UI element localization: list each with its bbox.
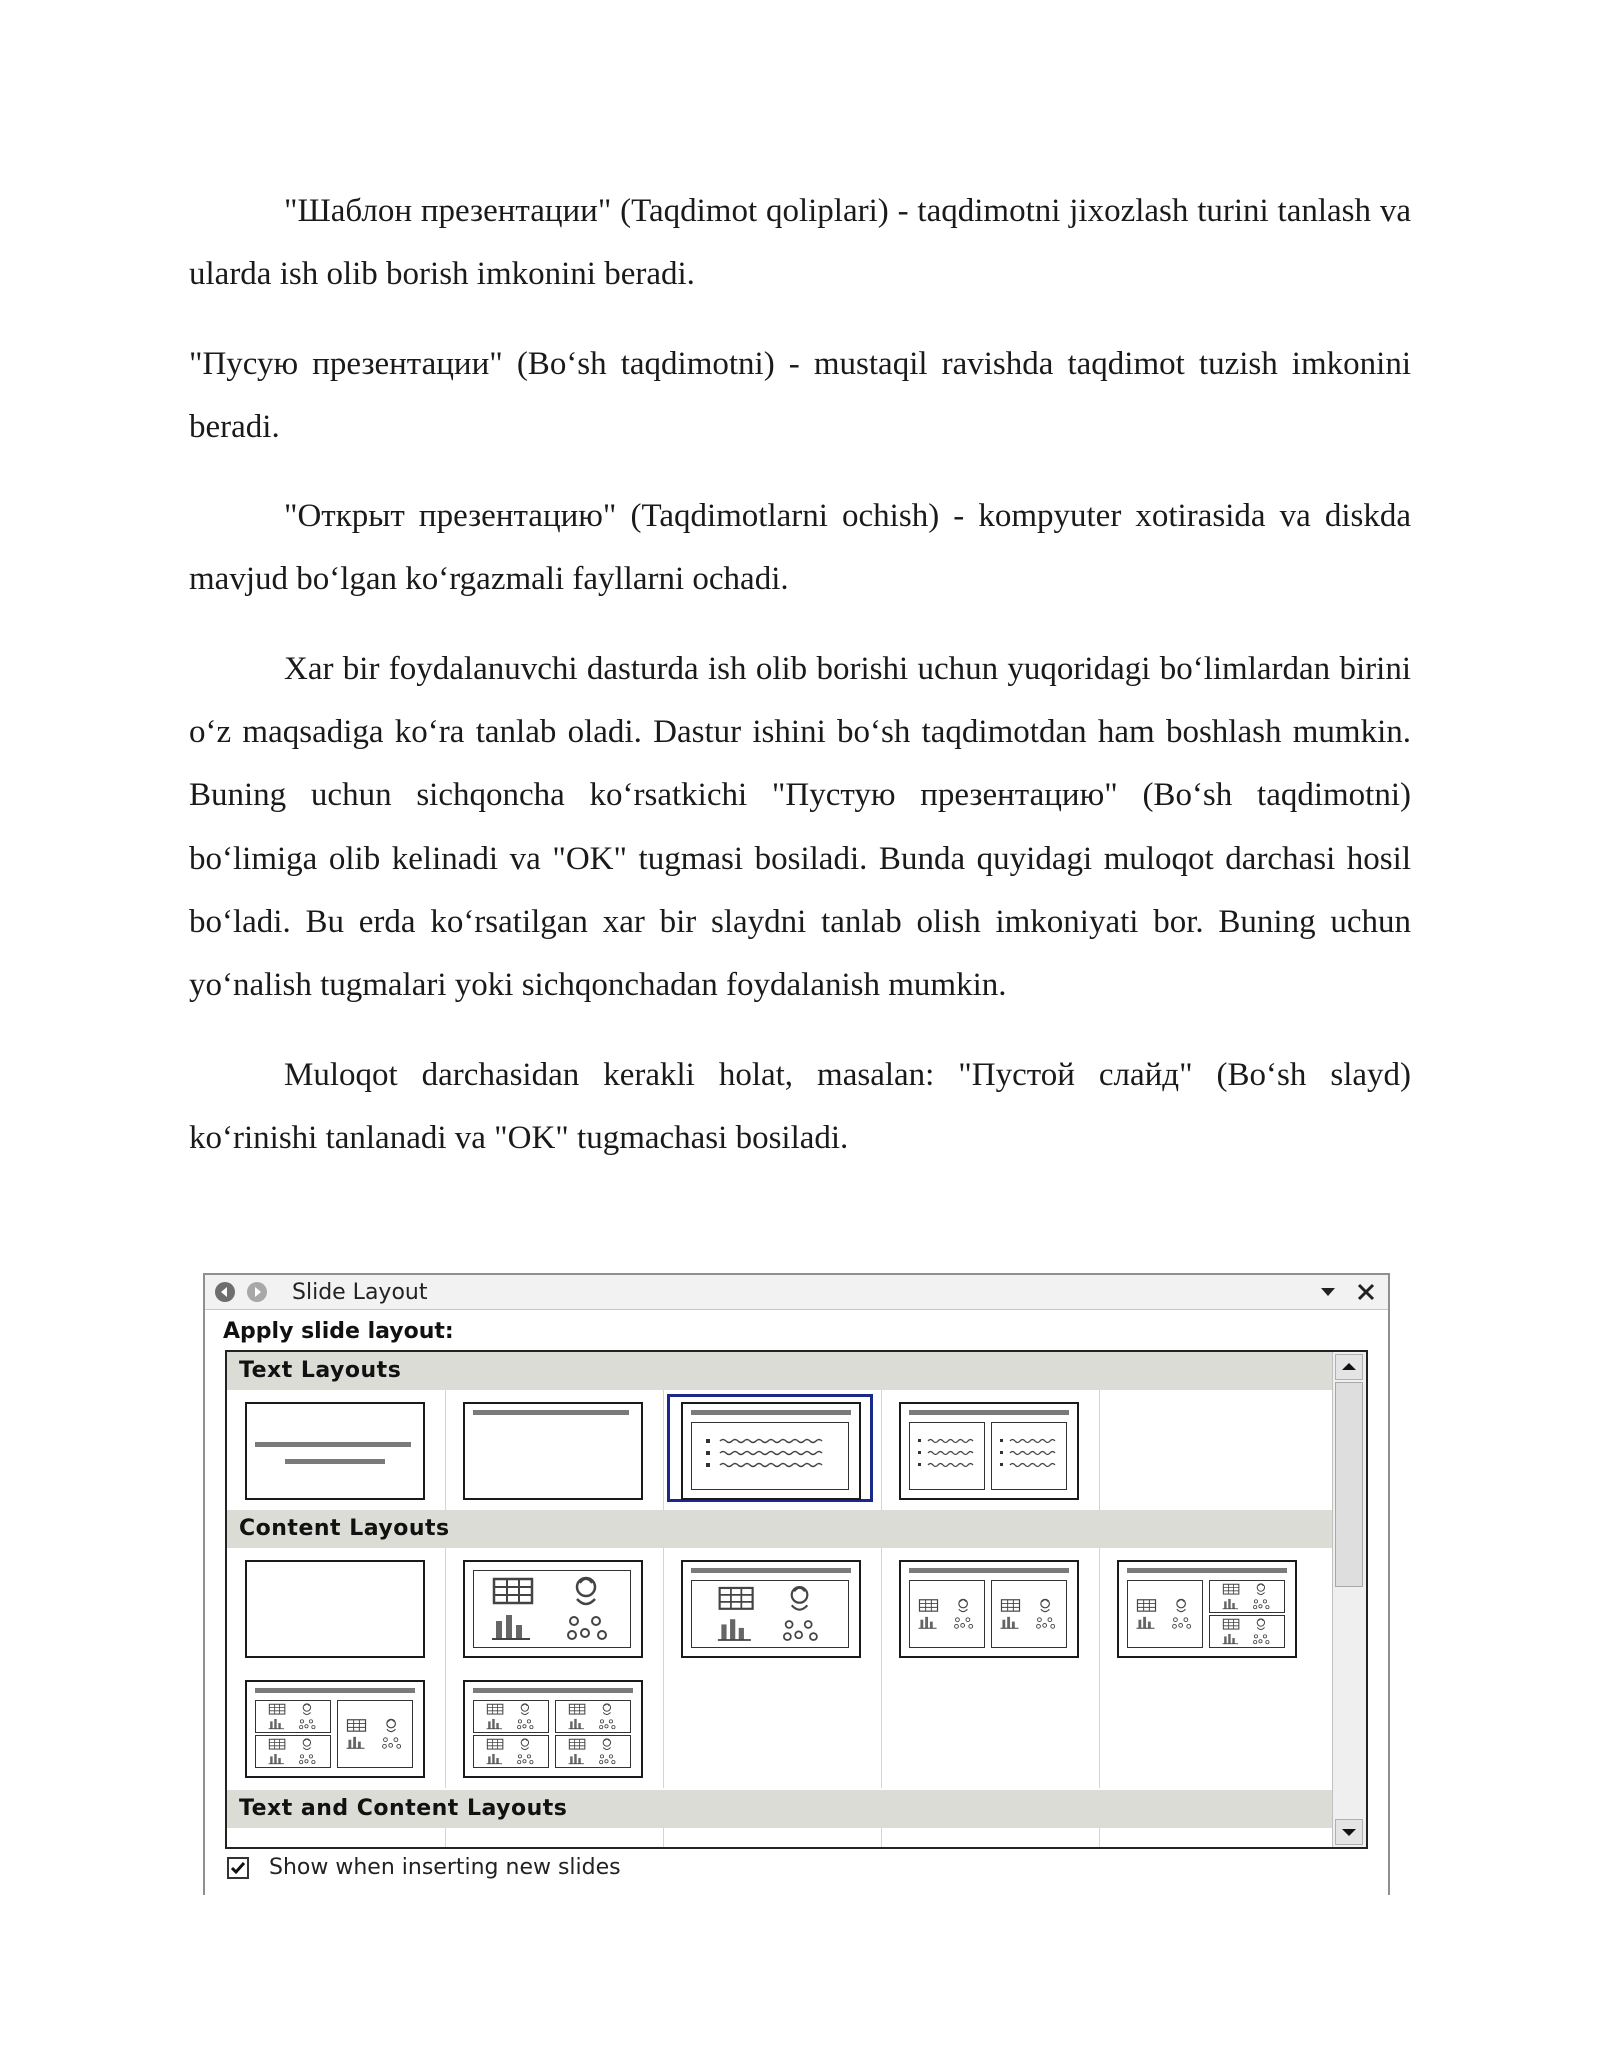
- layout-title-slide[interactable]: [227, 1390, 446, 1510]
- layout-title-two-content-and-content[interactable]: [227, 1668, 446, 1788]
- chart-icon: [569, 1719, 585, 1729]
- chart-icon: [1001, 1617, 1019, 1628]
- layout-title-only[interactable]: [445, 1390, 664, 1510]
- chart-icon: [347, 1737, 365, 1748]
- scroll-down-arrow-icon[interactable]: [1335, 1819, 1363, 1845]
- paragraph-user-choice: Xar bir foydalanuvchi dasturda ish olib borishi uchun yuqoridagi bo‘limlardan birini o‘z maqsadiga ko‘ra tanlab oladi. Dastur ishini bo‘sh taqdimotdan ham boshlash mumkin. Buning uchun sichqoncha ko‘rsatkichi "Пустую презентацию" (Bo‘sh taqdimotni) bo‘limiga olib kelinadi va "OK" tugmasi bosiladi. Bunda quyidagi muloqot darchasi hosil bo‘ladi. Bu erda ko‘rsatilgan xar bir slaydni tanlab olish imkoniyati bor. Buning uchun yo‘nalish tugmalari yoki sichqonchadan foydalanish mumkin.: [189, 650, 1411, 1004]
- table-icon: [269, 1704, 285, 1714]
- paragraph-template: "Шаблон презентации" (Taqdimot qoliplari) - taqdimotni jixozlash turini tanlash va ularda ish olib borish imkonini beradi.: [189, 193, 1411, 293]
- layout-thumbnail: [245, 1680, 425, 1778]
- clip-art-icon: [1257, 1619, 1264, 1630]
- layout-thumbnail: [463, 1402, 643, 1500]
- table-icon: [487, 1739, 503, 1749]
- diagram-icon: [784, 1621, 817, 1640]
- table-icon: [1001, 1600, 1019, 1611]
- layout-empty-cell: [881, 1668, 1100, 1788]
- clip-art-icon: [1041, 1599, 1050, 1611]
- clip-art-icon: [792, 1587, 808, 1610]
- diagram-icon: [300, 1755, 316, 1764]
- diagram-icon: [1037, 1618, 1055, 1628]
- paragraph-dialog-select: Muloqot darchasidan kerakli holat, masalan: "Пустой слайд" (Bo‘sh slayd) ko‘rinishi tanlanadi va "OK" tugmachasi bosiladi.: [189, 1056, 1411, 1156]
- table-icon: [494, 1579, 532, 1603]
- close-icon[interactable]: [1354, 1280, 1378, 1304]
- layout-row-partial: [663, 1828, 882, 1847]
- diagram-icon: [600, 1720, 616, 1729]
- show-when-inserting-checkbox[interactable]: [227, 1857, 249, 1879]
- clip-art-icon: [603, 1739, 610, 1750]
- layout-thumbnail: [463, 1680, 643, 1778]
- clip-art-icon: [1177, 1599, 1186, 1611]
- show-when-inserting-label: Show when inserting new slides: [269, 1855, 621, 1880]
- diagram-icon: [1173, 1618, 1191, 1628]
- layout-thumbnail: [681, 1402, 861, 1500]
- layout-thumbnail: [463, 1560, 643, 1658]
- clip-art-icon: [521, 1739, 528, 1750]
- layout-title-and-text[interactable]: [663, 1390, 882, 1510]
- chart-icon: [1137, 1617, 1155, 1628]
- layout-row-partial: [881, 1828, 1100, 1847]
- diagram-icon: [568, 1617, 606, 1639]
- layout-title-and-four-content[interactable]: [445, 1668, 664, 1788]
- paragraph-open-presentation: "Открыт презентацию" (Taqdimotlarni ochish) - kompyuter xotirasida va diskda mavjud bo‘lgan ko‘rgazmali fayllarni ochadi.: [189, 498, 1411, 598]
- layout-thumbnail: [681, 1560, 861, 1658]
- diagram-icon: [600, 1755, 616, 1764]
- table-icon: [1137, 1600, 1155, 1611]
- table-icon: [569, 1739, 585, 1749]
- layout-row-partial: [227, 1828, 446, 1847]
- section-header-content-layouts: Content Layouts: [227, 1510, 1333, 1548]
- table-icon: [1223, 1584, 1239, 1594]
- layout-empty-cell: [1099, 1668, 1317, 1788]
- paragraph-blank-presentation: "Пусую презентации" (Bo‘sh taqdimotni) - mustaqil ravishda taqdimot tuzish imkonini beradi.: [189, 345, 1411, 445]
- diagram-icon: [1254, 1635, 1270, 1644]
- vertical-scrollbar[interactable]: [1332, 1352, 1366, 1847]
- clip-art-icon: [303, 1739, 310, 1750]
- back-arrow-icon[interactable]: [213, 1280, 237, 1304]
- table-icon: [569, 1704, 585, 1714]
- layout-title-and-two-column-text[interactable]: [881, 1390, 1100, 1510]
- diagram-icon: [518, 1755, 534, 1764]
- section-header-text-and-content-layouts: Text and Content Layouts: [227, 1790, 1333, 1828]
- layout-content[interactable]: [445, 1548, 664, 1668]
- chart-icon: [269, 1754, 285, 1764]
- scrollbar-thumb[interactable]: [1335, 1382, 1363, 1587]
- slide-layout-pane: [203, 1273, 1390, 1895]
- pane-menu-dropdown-icon[interactable]: [1316, 1280, 1340, 1304]
- chart-icon: [487, 1719, 503, 1729]
- scroll-up-arrow-icon[interactable]: [1335, 1354, 1363, 1380]
- layout-thumbnail: [245, 1560, 425, 1658]
- forward-arrow-icon[interactable]: [245, 1280, 269, 1304]
- layout-thumbnail: [899, 1402, 1079, 1500]
- table-icon: [269, 1739, 285, 1749]
- table-icon: [720, 1588, 753, 1609]
- layout-title-and-two-content[interactable]: [881, 1548, 1100, 1668]
- layout-row-partial: [445, 1828, 664, 1847]
- diagram-icon: [300, 1720, 316, 1729]
- table-icon: [347, 1720, 365, 1731]
- pane-title-bar: [205, 1275, 1388, 1310]
- chart-icon: [487, 1754, 503, 1764]
- section-header-text-layouts: Text Layouts: [227, 1352, 1333, 1390]
- clip-art-icon: [303, 1704, 310, 1715]
- clip-art-icon: [521, 1704, 528, 1715]
- layout-list: [225, 1350, 1368, 1849]
- document-body: [189, 180, 1411, 1196]
- table-icon: [1223, 1619, 1239, 1629]
- chart-icon: [1223, 1634, 1239, 1644]
- pane-title: Slide Layout: [292, 1280, 428, 1305]
- clip-art-icon: [603, 1704, 610, 1715]
- table-icon: [919, 1600, 937, 1611]
- clip-art-icon: [959, 1599, 968, 1611]
- clip-art-icon: [577, 1578, 595, 1604]
- chart-icon: [269, 1719, 285, 1729]
- chart-icon: [718, 1619, 751, 1640]
- diagram-icon: [1254, 1600, 1270, 1609]
- chart-icon: [919, 1617, 937, 1628]
- layout-empty-cell: [663, 1668, 882, 1788]
- chart-icon: [492, 1615, 530, 1639]
- layout-blank[interactable]: [227, 1548, 446, 1668]
- layout-title-and-content[interactable]: [663, 1548, 882, 1668]
- table-icon: [487, 1704, 503, 1714]
- clip-art-icon: [387, 1719, 396, 1731]
- apply-layout-label: Apply slide layout:: [223, 1319, 454, 1344]
- layout-empty-cell: [1099, 1390, 1317, 1510]
- diagram-icon: [955, 1618, 973, 1628]
- layout-title-content-and-two-content[interactable]: [1099, 1548, 1317, 1668]
- clip-art-icon: [1257, 1584, 1264, 1595]
- diagram-icon: [518, 1720, 534, 1729]
- layout-thumbnail: [899, 1560, 1079, 1658]
- chart-icon: [1223, 1599, 1239, 1609]
- layout-thumbnail: [245, 1402, 425, 1500]
- chart-icon: [569, 1754, 585, 1764]
- layout-thumbnail: [1117, 1560, 1297, 1658]
- diagram-icon: [383, 1738, 401, 1748]
